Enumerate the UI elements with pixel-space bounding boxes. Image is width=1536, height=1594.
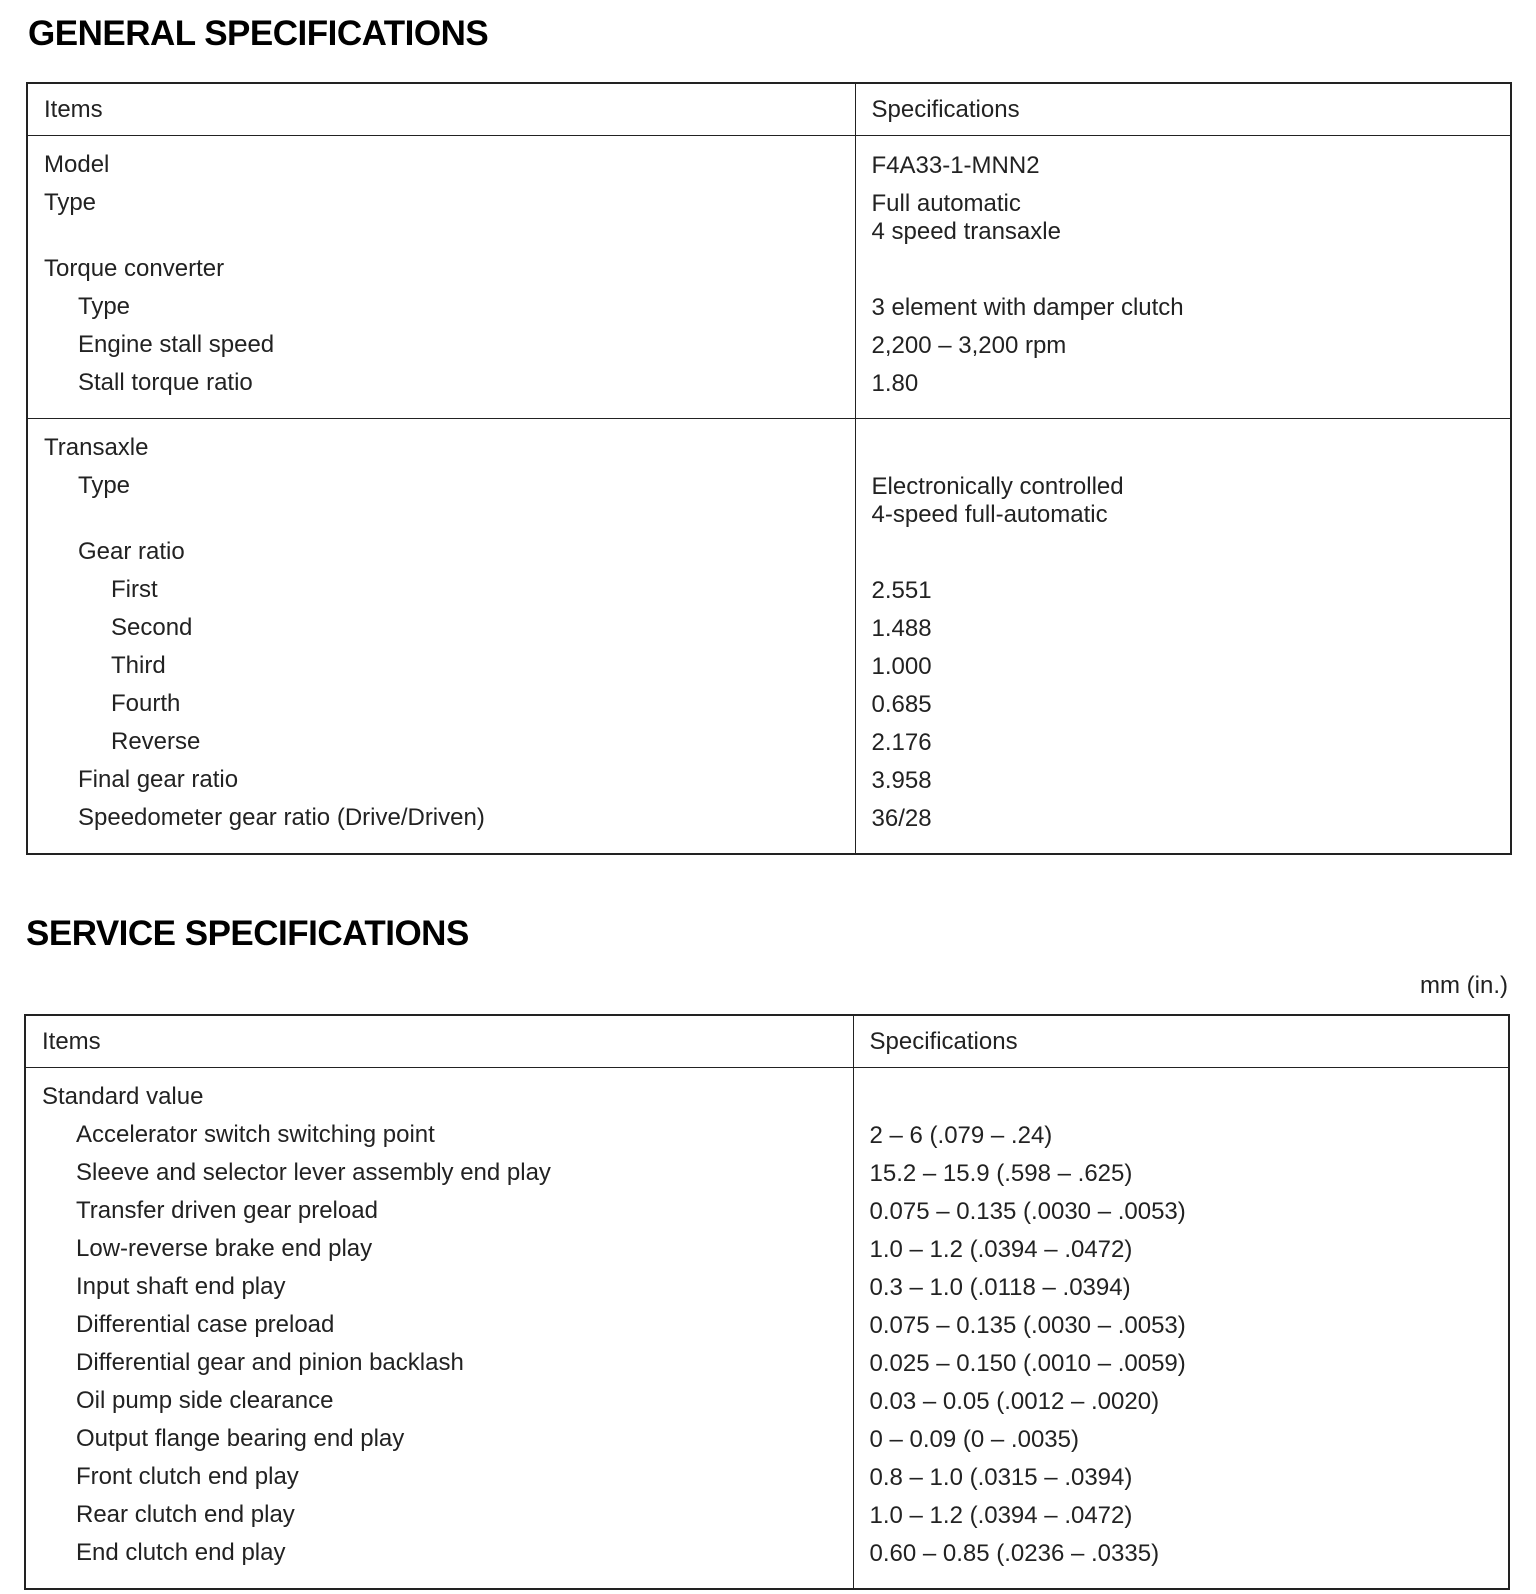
item-label: Input shaft end play bbox=[76, 1272, 286, 1300]
spec-line bbox=[870, 1116, 1509, 1154]
specifications-cell bbox=[855, 135, 1511, 418]
spec-value: 36/28 bbox=[871, 804, 932, 832]
spec-value: 0.075 – 0.135 (.0030 – .0053) bbox=[869, 1311, 1186, 1339]
spec-value: 0.025 – 0.150 (.0010 – .0059) bbox=[869, 1349, 1186, 1377]
spec-value: 0.60 – 0.85 (.0236 – .0335) bbox=[869, 1539, 1160, 1567]
item-label: Type bbox=[78, 471, 131, 499]
general-specifications-table bbox=[26, 82, 1512, 855]
item-label: Differential case preload bbox=[76, 1310, 335, 1338]
spec-value: F4A33-1-MNN2 bbox=[871, 151, 1040, 179]
spec-line bbox=[872, 250, 1511, 288]
table-header-row bbox=[27, 83, 1511, 135]
spec-value: 1.0 – 1.2 (.0394 – .0472) bbox=[869, 1501, 1133, 1529]
item-label: First bbox=[111, 575, 158, 603]
spec-value: Electronically controlled 4-speed full-automatic bbox=[871, 472, 1124, 528]
spec-value: 2.551 bbox=[871, 576, 932, 604]
item-label: Engine stall speed bbox=[78, 330, 275, 358]
item-label: Standard value bbox=[42, 1082, 204, 1110]
spec-line bbox=[870, 1154, 1509, 1192]
spec-line bbox=[872, 685, 1511, 723]
spec-line bbox=[870, 1382, 1509, 1420]
spec-value: 0.685 bbox=[871, 690, 932, 718]
item-label: Speedometer gear ratio (Drive/Driven) bbox=[78, 803, 485, 831]
item-label: Third bbox=[111, 651, 166, 679]
items-column-header: Items bbox=[25, 1015, 853, 1067]
spec-value: 0.3 – 1.0 (.0118 – .0394) bbox=[869, 1273, 1131, 1301]
general-specifications-title: GENERAL SPECIFICATIONS bbox=[28, 14, 489, 53]
spec-line bbox=[870, 1534, 1509, 1572]
item-label: Output flange bearing end play bbox=[76, 1424, 405, 1452]
spec-line bbox=[872, 467, 1511, 533]
spec-line bbox=[872, 799, 1511, 837]
spec-line bbox=[870, 1078, 1509, 1116]
spec-value: 1.000 bbox=[871, 652, 932, 680]
spec-line bbox=[872, 647, 1511, 685]
item-label: Differential gear and pinion backlash bbox=[76, 1348, 464, 1376]
spec-value: 0.03 – 0.05 (.0012 – .0020) bbox=[869, 1387, 1160, 1415]
table-header-row bbox=[25, 1015, 1509, 1067]
spec-line bbox=[870, 1268, 1509, 1306]
specifications-cell bbox=[853, 1067, 1509, 1589]
item-label: Accelerator switch switching point bbox=[76, 1120, 435, 1148]
item-label: End clutch end play bbox=[76, 1538, 286, 1566]
spec-group-row bbox=[27, 135, 1511, 418]
unit-label: mm (in.) bbox=[1420, 972, 1508, 999]
spec-value: Full automatic 4 speed transaxle bbox=[871, 189, 1061, 245]
spec-value: 1.80 bbox=[871, 369, 919, 397]
item-label: Low-reverse brake end play bbox=[76, 1234, 373, 1262]
spec-value bbox=[872, 250, 1511, 256]
specifications-column-header: Specifications bbox=[853, 1015, 1509, 1067]
item-label: Fourth bbox=[111, 689, 181, 717]
spec-value: 0.8 – 1.0 (.0315 – .0394) bbox=[869, 1463, 1133, 1491]
spec-value bbox=[870, 1078, 1509, 1084]
spec-value bbox=[872, 533, 1511, 539]
item-label: Reverse bbox=[111, 727, 201, 755]
spec-line bbox=[872, 146, 1511, 184]
item-label: Transfer driven gear preload bbox=[76, 1196, 378, 1224]
spec-value: 1.488 bbox=[871, 614, 932, 642]
spec-line bbox=[872, 571, 1511, 609]
spec-line bbox=[872, 723, 1511, 761]
spec-line bbox=[872, 761, 1511, 799]
items-column-header: Items bbox=[27, 83, 855, 135]
item-label: Stall torque ratio bbox=[78, 368, 253, 396]
item-label: Model bbox=[44, 150, 110, 178]
spec-group-row bbox=[27, 418, 1511, 854]
spec-value bbox=[872, 429, 1511, 435]
service-specifications-title: SERVICE SPECIFICATIONS bbox=[26, 914, 469, 953]
item-label: Type bbox=[78, 292, 131, 320]
item-label: Second bbox=[111, 613, 193, 641]
spec-value: 2,200 – 3,200 rpm bbox=[871, 331, 1067, 359]
spec-line bbox=[872, 184, 1511, 250]
spec-line bbox=[870, 1192, 1509, 1230]
item-label: Sleeve and selector lever assembly end play bbox=[76, 1158, 551, 1186]
spec-line bbox=[872, 288, 1511, 326]
item-label: Type bbox=[44, 188, 97, 216]
spec-line bbox=[870, 1230, 1509, 1268]
spec-line bbox=[872, 364, 1511, 402]
item-label: Oil pump side clearance bbox=[76, 1386, 334, 1414]
spec-value: 3 element with damper clutch bbox=[871, 293, 1184, 321]
specifications-cell bbox=[855, 418, 1511, 854]
spec-line bbox=[870, 1458, 1509, 1496]
spec-value: 0.075 – 0.135 (.0030 – .0053) bbox=[869, 1197, 1186, 1225]
items-cell bbox=[25, 1067, 853, 1589]
spec-line bbox=[870, 1306, 1509, 1344]
spec-line bbox=[872, 429, 1511, 467]
item-label: Torque converter bbox=[44, 254, 225, 282]
item-label: Gear ratio bbox=[78, 537, 185, 565]
spec-group-row bbox=[25, 1067, 1509, 1589]
items-cell bbox=[27, 418, 855, 854]
item-label: Final gear ratio bbox=[78, 765, 239, 793]
spec-value: 0 – 0.09 (0 – .0035) bbox=[869, 1425, 1079, 1453]
spec-line bbox=[870, 1496, 1509, 1534]
spec-value: 1.0 – 1.2 (.0394 – .0472) bbox=[869, 1235, 1133, 1263]
spec-line bbox=[870, 1420, 1509, 1458]
item-label: Transaxle bbox=[44, 433, 149, 461]
spec-line bbox=[872, 609, 1511, 647]
items-cell bbox=[27, 135, 855, 418]
spec-line bbox=[872, 533, 1511, 571]
spec-line bbox=[872, 326, 1511, 364]
specifications-column-header: Specifications bbox=[855, 83, 1511, 135]
spec-value: 2 – 6 (.079 – .24) bbox=[869, 1121, 1053, 1149]
item-label: Rear clutch end play bbox=[76, 1500, 295, 1528]
service-specifications-table bbox=[24, 1014, 1510, 1590]
spec-line bbox=[870, 1344, 1509, 1382]
spec-value: 15.2 – 15.9 (.598 – .625) bbox=[869, 1159, 1133, 1187]
spec-value: 2.176 bbox=[871, 728, 932, 756]
item-label: Front clutch end play bbox=[76, 1462, 299, 1490]
spec-value: 3.958 bbox=[871, 766, 932, 794]
